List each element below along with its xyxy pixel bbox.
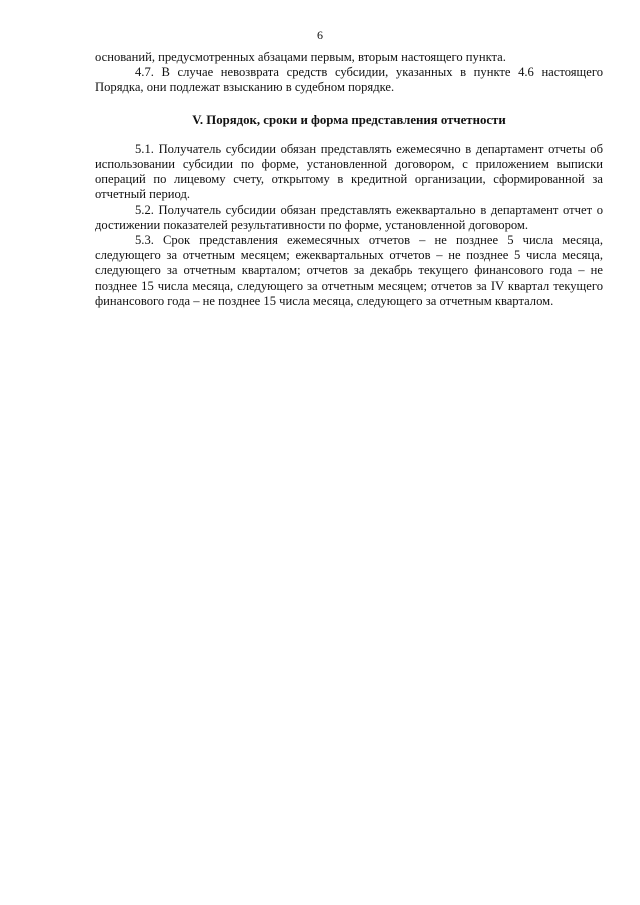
paragraph-5-1: 5.1. Получатель субсидии обязан представлять ежемесячно в департамент отчеты об использовании субсидии по форме, установленной договором, с приложением выписки операций по лицевому счету, открытому в кредитной организации, сформированной за отчетный период. — [95, 141, 603, 202]
paragraph-5-3: 5.3. Срок представления ежемесячных отчетов – не позднее 5 числа месяца, следующего за отчетным месяцем; ежеквартальных отчетов – не позднее 5 числа месяца, следующего за отчетным кварталом; отчетов за декабрь текущего финансового года – не позднее 15 числа месяца, следующего за отчетным месяцем; отчетов за IV квартал текущего финансового года – не позднее 15 числа месяца, следующего за отчетным кварталом. — [95, 233, 603, 308]
page-number: 6 — [317, 28, 323, 42]
document-body — [95, 50, 603, 309]
section-heading: V. Порядок, сроки и форма представления отчетности — [192, 112, 506, 127]
paragraph-4-7: 4.7. В случае невозврата средств субсидии, указанных в пункте 4.6 настоящего Порядка, они подлежат взысканию в судебном порядке. — [95, 65, 603, 95]
paragraph-continuation: оснований, предусмотренных абзацами первым, вторым настоящего пункта. — [95, 50, 506, 64]
paragraph-5-2: 5.2. Получатель субсидии обязан представлять ежеквартально в департамент отчет о достижении показателей результативности по форме, установленной договором. — [95, 202, 603, 232]
